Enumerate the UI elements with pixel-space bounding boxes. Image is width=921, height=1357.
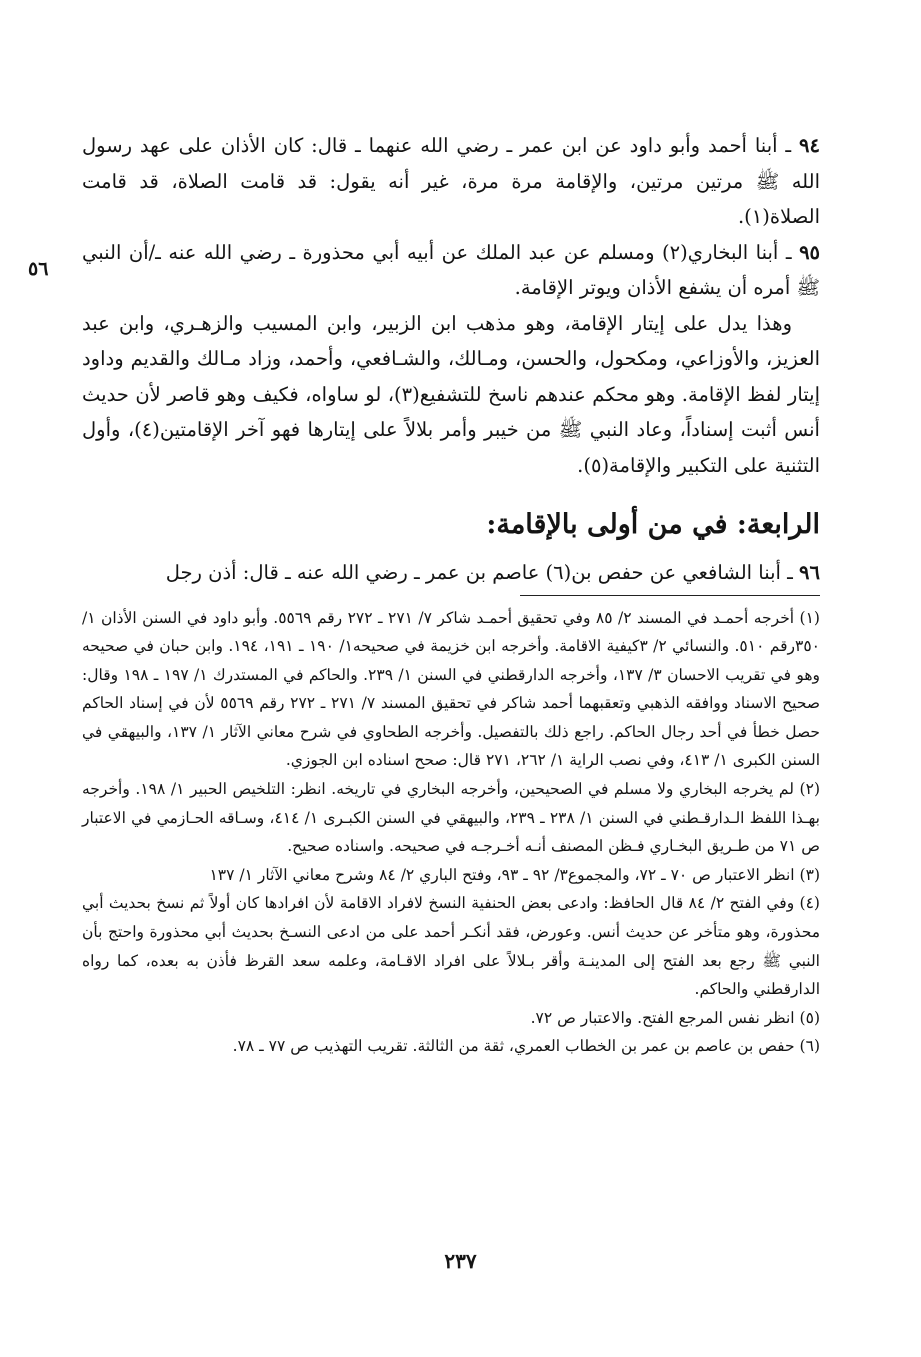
hadith-95 <box>82 235 820 306</box>
footnote-text: لم يخرجه البخاري ولا مسلم في الصحيحين، وأخرجه البخاري في تاريخه. انظر: التلخيص الحبير ١/ ١٩٨. وأخرجه بهـذا اللفظ الـدارقـطني في السنن ١/ ٢٣٨ ـ ٢٣٩، والبيهقي في السنن الكبـرى ١/ ٤١٤، وسـاقه الحـازمي في الاعتبار ص ٧١ من طـريق البخـاري فـظن المصنف أنـه أخـرجـه في صحيحه. واسناده صحيح. <box>82 780 820 856</box>
section-heading: الرابعة: في من أولى بالإقامة: <box>486 509 820 540</box>
hadith-number: ٩٦ <box>799 561 820 584</box>
hadith-number: ٩٥ <box>799 240 821 264</box>
footnote-label: (٦) <box>799 1037 820 1056</box>
footnote <box>82 1004 820 1033</box>
margin-page-reference: ٥٦ <box>28 258 49 280</box>
commentary-text: وهذا يدل على إيتار الإقامة، وهو مذهب ابن الزبير، وابن المسيب والزهـري، وابن عبد العزيز، والأوزاعي، ومكحول، والحسن، ومـالك، والشـافعي، وأحمد، وزاد مـالك والقديم وداود إيتار لفظ الإقامة. وهو محكم عندهم ناسخ للتشفيع(٣)، لو ساواه، فكيف وهو قاصر لأن حديث أنس أثبت إسناداً، وعاد النبي ﷺ من خيبر وأمر بلالاً على إيتارها فهو آخر الإقامتين(٤)، وأول التثنية على التكبير والإقامة(٥). <box>82 311 820 477</box>
hadith-96 <box>82 555 820 591</box>
commentary-paragraph <box>82 306 820 484</box>
hadith-94 <box>82 128 820 235</box>
main-text <box>82 128 820 483</box>
footnote <box>82 861 820 890</box>
footnote <box>82 889 820 1003</box>
hadith-number: ٩٤ <box>799 134 820 157</box>
hadith-text: ـ أبنا البخاري(٢) ومسلم عن عبد الملك عن أبيه أبي محذورة ـ رضي الله عنه ـ/أن النبي ﷺ أمره أن يشفع الأذان ويوتر الإقامة. <box>82 240 820 299</box>
footnote-label: (٥) <box>799 1008 820 1027</box>
main-text-continued <box>82 555 820 591</box>
footnote-text: أخرجه أحمـد في المسند ٢/ ٨٥ وفي تحقيق أحمـد شاكر ٧/ ٢٧١ ـ ٢٧٢ رقم ٥٥٦٩. وأبو داود في السنن الأذان ١/ ٣٥٠رقم ٥١٠. والنسائي ٢/ ٣كيفية الاقامة. وأخرجه ابن خزيمة في صحيحه١/ ١٩٠ ـ ١٩١، ١٩٤. وابن حبان في صحيحه وهو في تقريب الاحسان ٣/ ١٣٧، وأخرجه الدارقطني في السنن ١/ ٢٣٩. والحاكم في المستدرك ١/ ١٩٧ ـ ١٩٨ وقال: صحيح الاسناد ووافقه الذهبي وتعقبهما أحمد شاكر في تحقيق المسند ٧/ ٢٧١ ـ ٢٧٢ رقم ٥٥٦٩ لأن في إسناد الحاكم حصل خطأ في أحد رجال الحاكم. راجع ذلك بالتفصيل. وأخرجه الطحاوي في شرح معاني الآثار ١/ ١٣٧، والبيهقي في السنن الكبرى ١/ ٤١٣، وفي نصب الراية ١/ ٢٦٢، ٢٧١ قال: صحح اسناده ابن الجوزي. <box>82 608 821 770</box>
footnote <box>82 604 820 776</box>
hadith-text: ـ أبنا أحمد وأبو داود عن ابن عمر ـ رضي الله عنهما ـ قال: كان الأذان على عهد رسول الله ﷺ مرتين مرتين، والإقامة مرة مرة، غير أنه يقول: قد قامت الصلاة، قد قامت الصلاة(١). <box>82 134 820 228</box>
footnotes <box>82 604 820 1062</box>
page-number: ٢٣٧ <box>444 1249 477 1273</box>
footnote <box>82 775 820 861</box>
footnote-text: انظر الاعتبار ص ٧٠ ـ ٧٢، والمجموع٣/ ٩٢ ـ ٩٣، وفتح الباري ٢/ ٨٤ وشرح معاني الآثار ١/ ١٣٧ <box>209 865 795 884</box>
footnote-divider <box>520 595 820 596</box>
hadith-text: ـ أبنا الشافعي عن حفص بن(٦) عاصم بن عمر ـ رضي الله عنه ـ قال: أذن رجل <box>165 561 800 584</box>
footnote-text: وفي الفتح ٢/ ٨٤ قال الحافظ: وادعى بعض الحنفية النسخ لافراد الاقامة لأن افرادها كان أولاً ثم نسخ بحديث أبي محذورة، وهو متأخر عن حديث أنس. وعورض، فقد أنكـر أحمد على من ادعى النسـخ بحديث أبي محذورة واحتج بأن النبي ﷺ رجع بعد الفتح إلى المدينـة وأقر بـلالاً على افراد الاقـامة، وعلمه سعد القرظ فأذن به بعده، كما رواه الدارقطني والحاكم. <box>82 894 820 999</box>
footnote-text: حفص بن عاصم بن عمر بن الخطاب العمري، ثقة من الثالثة. تقريب التهذيب ص ٧٧ ـ ٧٨. <box>232 1037 795 1056</box>
page-content <box>82 128 820 1061</box>
footnote-label: (١) <box>799 608 820 627</box>
footnote-label: (٢) <box>799 780 820 799</box>
footnote <box>82 1032 820 1061</box>
footnote-label: (٤) <box>799 894 820 913</box>
footnote-label: (٣) <box>799 865 820 884</box>
footnote-text: انظر نفس المرجع الفتح. والاعتبار ص ٧٢. <box>530 1008 795 1027</box>
